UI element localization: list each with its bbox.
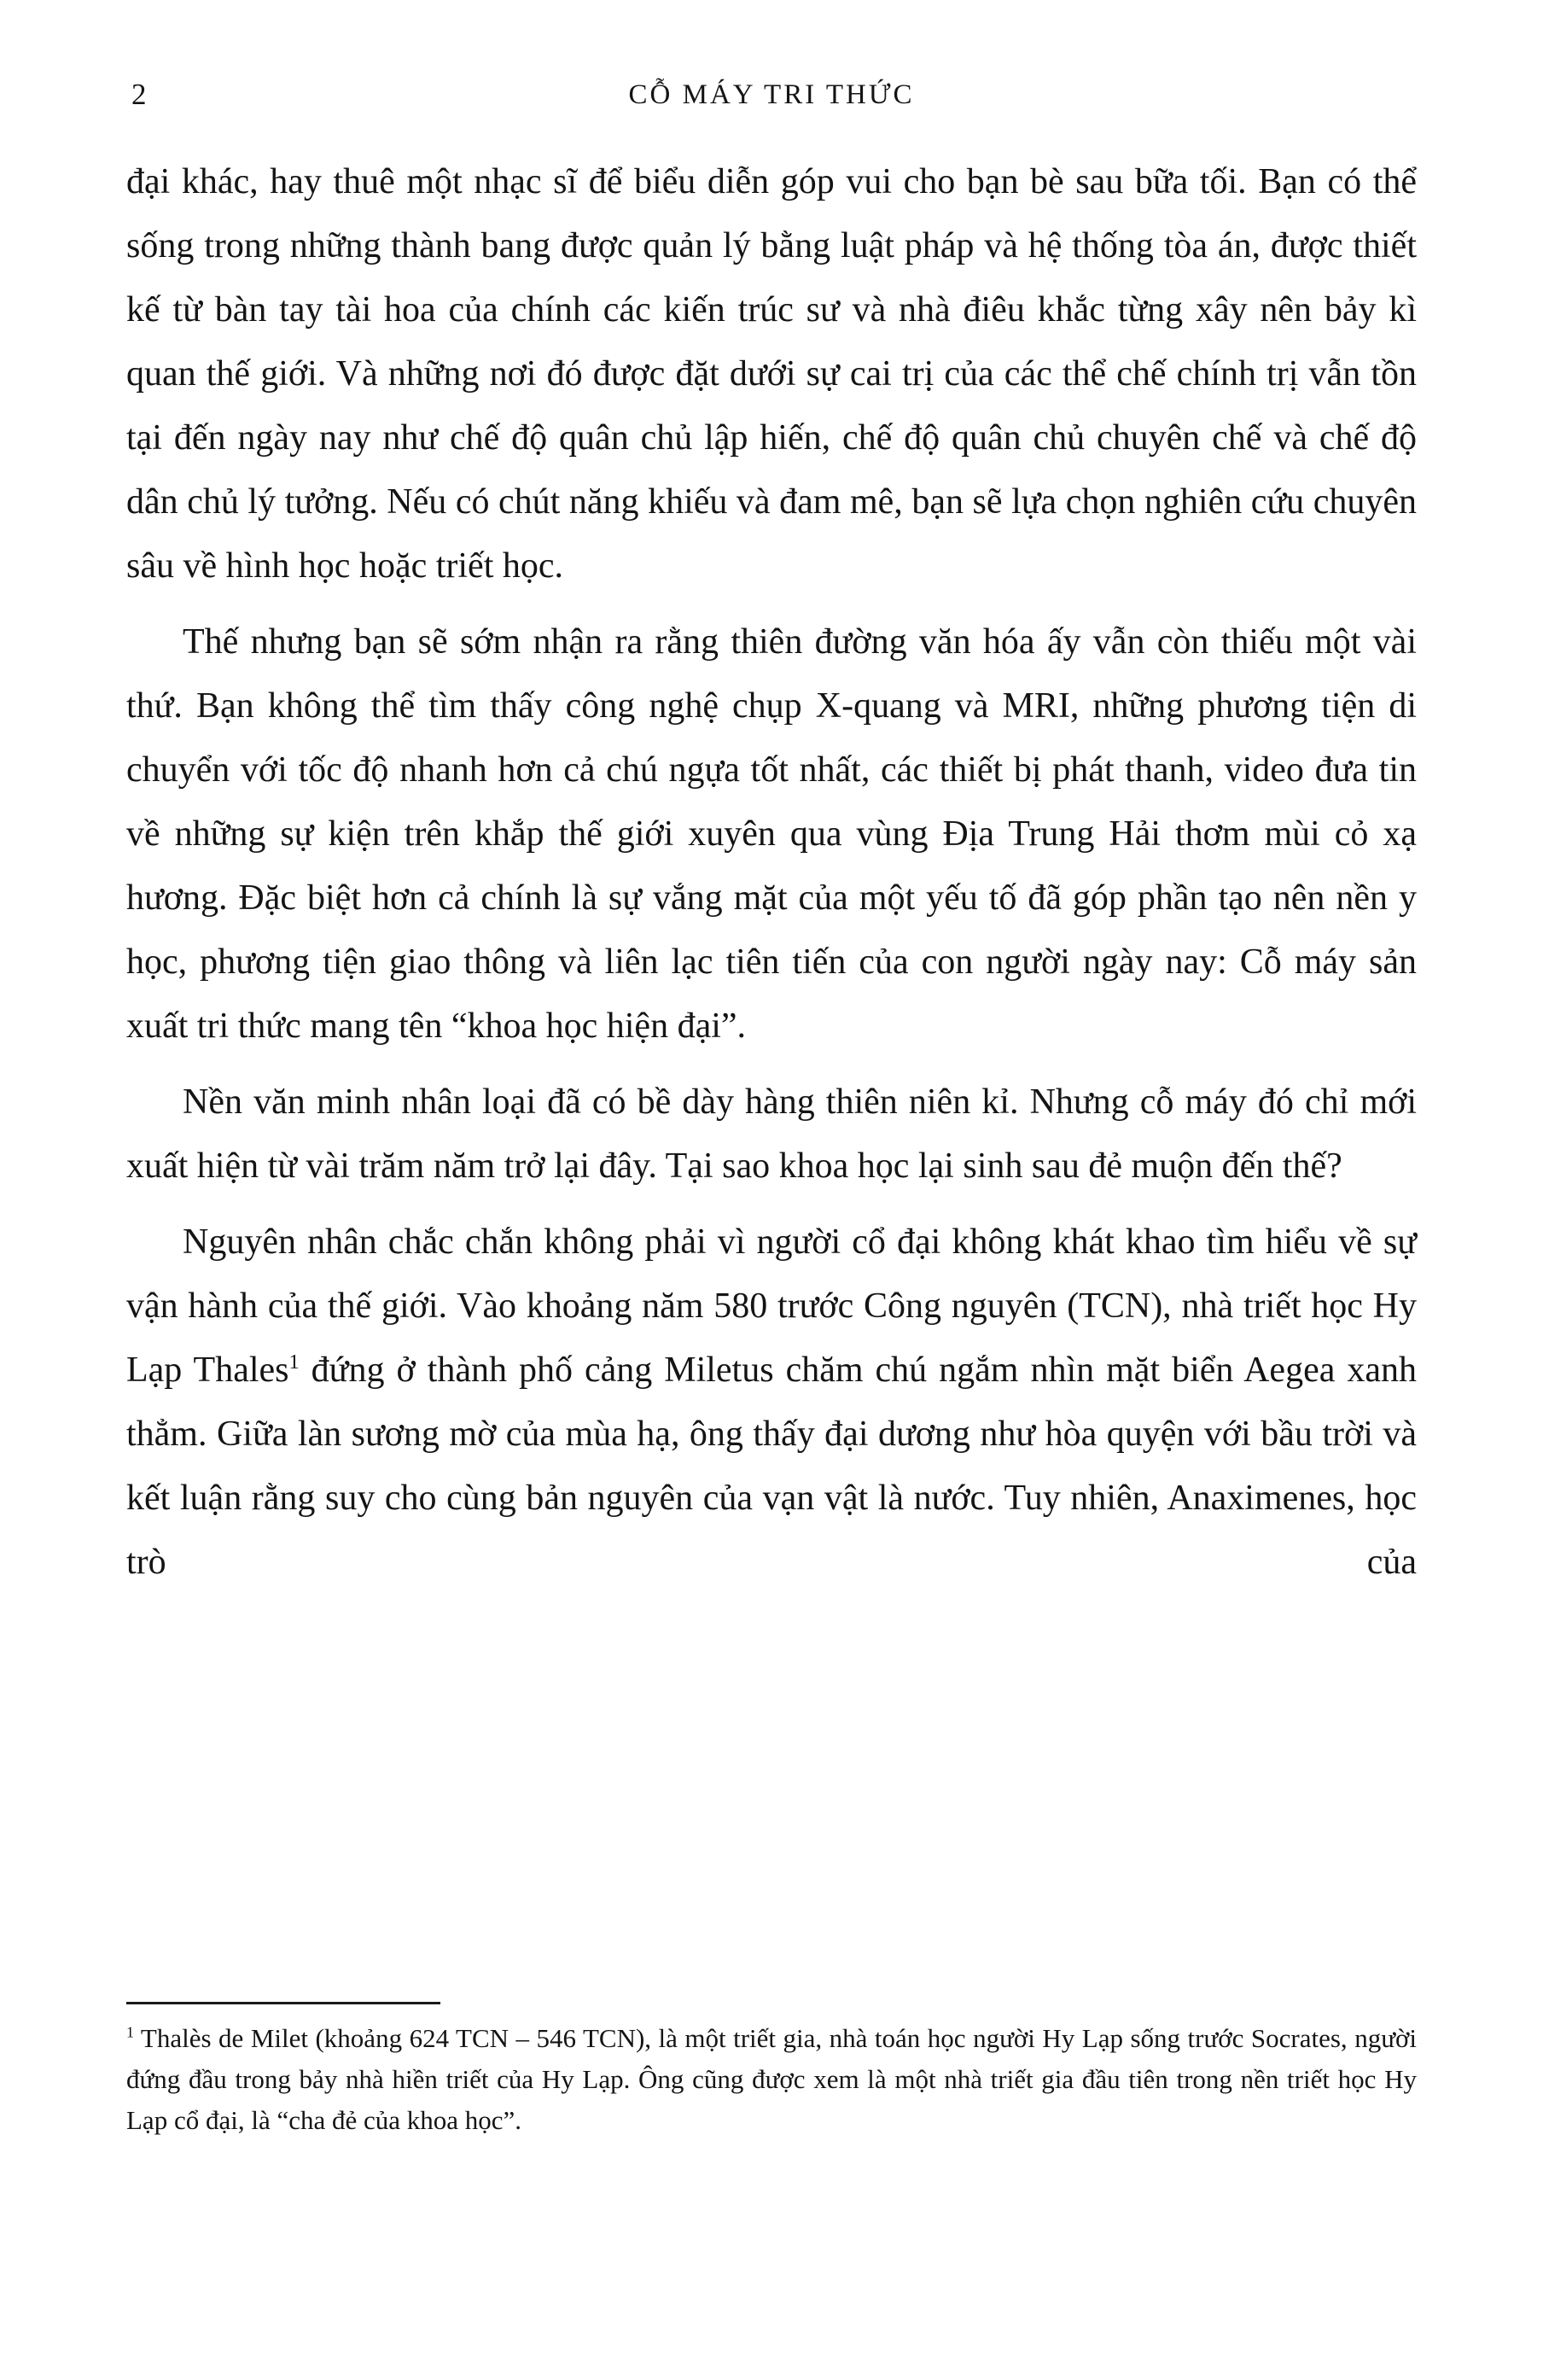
paragraph-3: Nền văn minh nhân loại đã có bề dày hàng thiên niên kỉ. Nhưng cỗ máy đó chỉ mới xuất hiện từ vài trăm năm trở lại đây. Tại sao khoa học lại sinh sau đẻ muộn đến thế? [126,1082,1417,1186]
body-text [126,150,1417,1595]
footnote-separator-rule [126,2002,440,2004]
paragraph-4-text: Nguyên nhân chắc chắn không phải vì người cổ đại không khát khao tìm hiểu về sự vận hành của thế giới. Vào khoảng năm 580 trước Công nguyên (TCN), nhà triết học Hy Lạp Thales [126,1222,1417,1390]
page-number: 2 [131,78,147,111]
running-title: CỖ MÁY TRI THỨC [628,79,915,110]
footnote-reference-marker: 1 [288,1350,300,1374]
paragraph-2: Thế nhưng bạn sẽ sớm nhận ra rằng thiên đường văn hóa ấy vẫn còn thiếu một vài thứ. Bạn không thể tìm thấy công nghệ chụp X-quang và MRI, những phương tiện di chuyển với tốc độ nhanh hơn cả chú ngựa tốt nhất, các thiết bị phát thanh, video đưa tin về những sự kiện trên khắp thế giới xuyên qua vùng Địa Trung Hải thơm mùi cỏ xạ hương. Đặc biệt hơn cả chính là sự vắng mặt của một yếu tố đã góp phần tạo nên nền y học, phương tiện giao thông và liên lạc tiên tiến của con người ngày nay: Cỗ máy sản xuất tri thức mang tên “khoa học hiện đại”. [126,622,1417,1046]
footnote [126,2018,1417,2141]
paragraph-1: đại khác, hay thuê một nhạc sĩ để biểu diễn góp vui cho bạn bè sau bữa tối. Bạn có thể sống trong những thành bang được quản lý bằng luật pháp và hệ thống tòa án, được thiết kế từ bàn tay tài hoa của chính các kiến trúc sư và nhà điêu khắc từng xây nên bảy kì quan thế giới. Và những nơi đó được đặt dưới sự cai trị của các thể chế chính trị vẫn tồn tại đến ngày nay như chế độ quân chủ lập hiến, chế độ quân chủ chuyên chế và chế độ dân chủ lý tưởng. Nếu có chút năng khiếu và đam mê, bạn sẽ lựa chọn nghiên cứu chuyên sâu về hình học hoặc triết học. [126,162,1417,586]
footnote-marker: 1 [126,2023,134,2041]
paragraph-4 [126,1210,1417,1595]
page-header [126,75,1417,114]
paragraph-4-text-continued: đứng ở thành phố cảng Miletus chăm chú ngắm nhìn mặt biển Aegea xanh thẳm. Giữa làn sương mờ của mùa hạ, ông thấy đại dương như hòa quyện với bầu trời và kết luận rằng suy cho cùng bản nguyên của vạn vật là nước. Tuy nhiên, Anaximenes, học trò của [126,1350,1417,1582]
footnote-area [126,2002,1417,2141]
footnote-text: Thalès de Milet (khoảng 624 TCN – 546 TCN), là một triết gia, nhà toán học người Hy Lạp sống trước Socrates, người đứng đầu trong bảy nhà hiền triết của Hy Lạp. Ông cũng được xem là một nhà triết gia đầu tiên trong nền triết học Hy Lạp cổ đại, là “cha đẻ của khoa học”. [126,2023,1417,2135]
